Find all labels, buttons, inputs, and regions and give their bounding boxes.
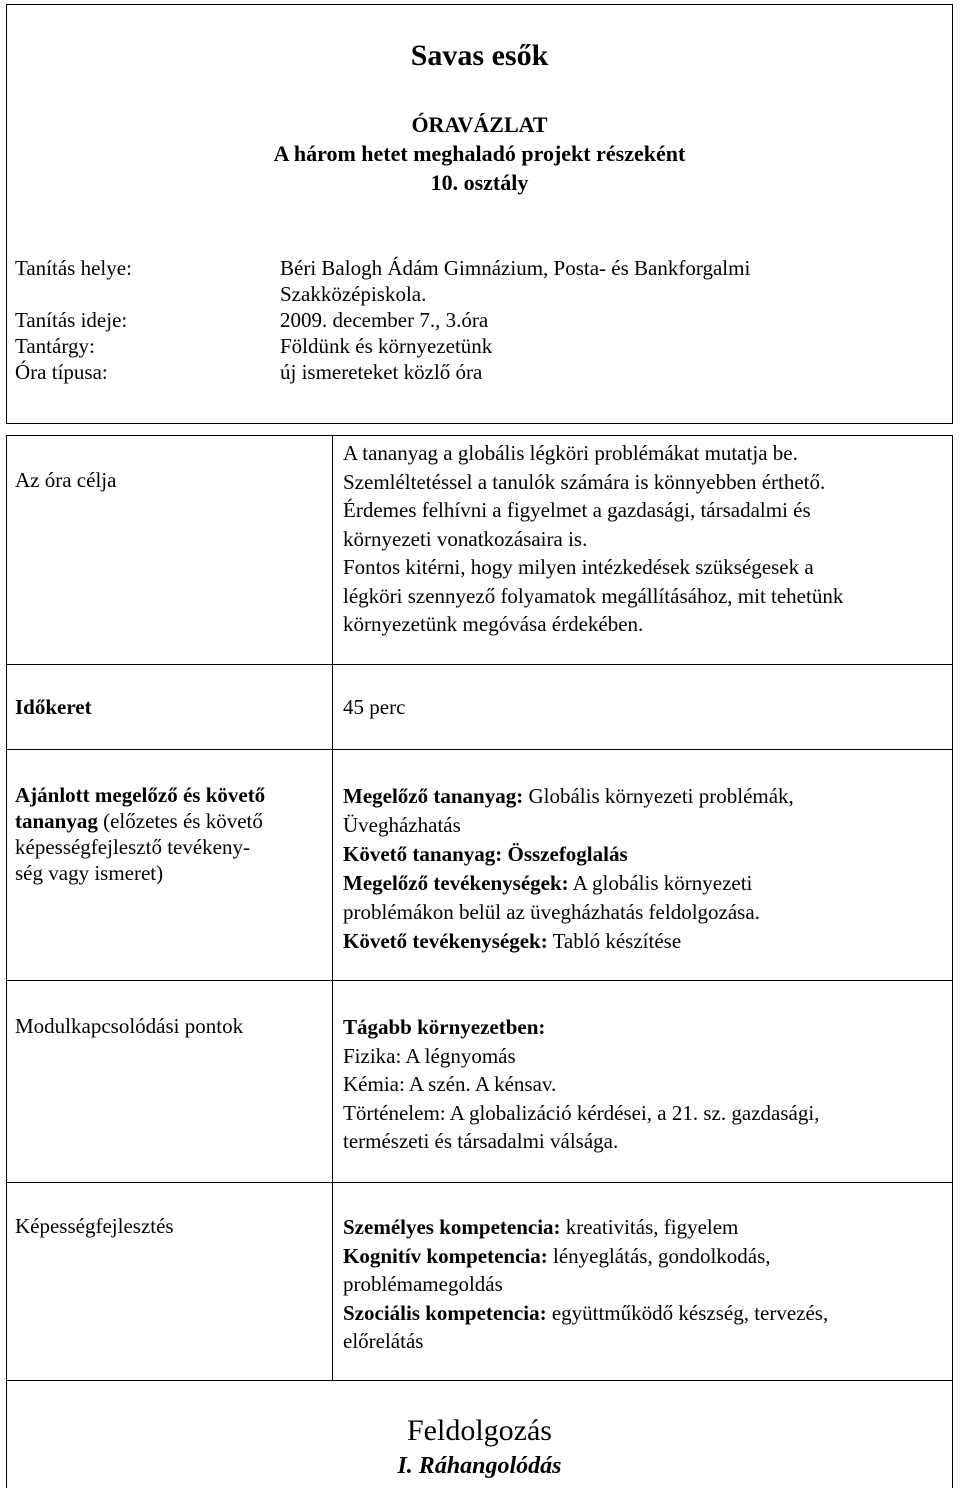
column-divider [332, 1183, 333, 1380]
label-ora-celja: Az óra célja [15, 468, 117, 492]
label-tanitas-ideje: Tanítás ideje: [15, 308, 128, 332]
value-ora-tipusa: új ismereteket közlő óra [280, 360, 483, 384]
ajanlott-label-line3: képességfejlesztő tevékeny- [15, 835, 250, 859]
column-divider [332, 436, 333, 664]
ajanlott-label-line2: (előzetes és követő [97, 809, 263, 833]
cel-line: környezeti vonatkozásaira is. [343, 526, 588, 551]
document-title: Savas esők [410, 39, 549, 72]
szocialis-kompetencia-label: Szociális kompetencia: [343, 1300, 547, 1325]
section-feldolgozas [6, 1380, 953, 1488]
megelozo-tananyag-value2: Üvegházhatás [343, 813, 461, 837]
label-kepessegfejlesztes: Képességfejlesztés [15, 1214, 174, 1238]
section-idokeret [6, 664, 953, 750]
column-divider [332, 665, 333, 749]
megelozo-tevekenysegek-value: A globális környezeti [568, 871, 753, 895]
subtitle-project: A három hetet meghaladó projekt részeként [273, 141, 686, 166]
koveto-tananyag: Követő tananyag: Összefoglalás [343, 842, 628, 866]
megelozo-tevekenysegek-label: Megelőző tevékenységek: [343, 871, 569, 895]
kognitiv-kompetencia-value: lényeglátás, gondolkodás, [547, 1243, 771, 1268]
megelozo-tananyag-value: Globális környezeti problémák, [523, 784, 794, 808]
kognitiv-kompetencia-label: Kognitív kompetencia: [343, 1243, 548, 1268]
modul-line: Kémia: A szén. A kénsav. [343, 1072, 557, 1096]
modul-line: természeti és társadalmi válsága. [343, 1129, 619, 1153]
ajanlott-label-line1: Ajánlott megelőző és követő [15, 783, 266, 807]
kognitiv-kompetencia-value2: problémamegoldás [343, 1272, 503, 1296]
cel-line: A tananyag a globális légköri problémákat mutatja be. [343, 441, 798, 465]
cel-line: Érdemes felhívni a figyelmet a gazdasági, társadalmi és [343, 498, 811, 522]
ora-celja-text [343, 439, 943, 639]
label-modulkapcsolodasi-pontok: Modulkapcsolódási pontok [15, 1014, 244, 1038]
section-ora-celja [6, 435, 953, 665]
label-ora-tipusa: Óra típusa: [15, 360, 108, 384]
subtitle-oravazlat: ÓRAVÁZLAT [411, 112, 548, 137]
header-box [6, 4, 953, 424]
cel-line: légköri szennyező folyamatok megállításához, mit tehetünk [343, 583, 844, 608]
ajanlott-label-tananyag: tananyag [15, 809, 98, 833]
label-idokeret: Időkeret [15, 695, 92, 719]
value-tanitas-ideje: 2009. december 7., 3.óra [280, 308, 489, 332]
feldolgozas-title: Feldolgozás [407, 1414, 552, 1447]
kepesseg-content [343, 1213, 943, 1356]
modul-line: Fizika: A légnyomás [343, 1043, 516, 1068]
subtitle-class: 10. osztály [430, 170, 529, 195]
section-ajanlott [6, 749, 953, 981]
label-tantargy: Tantárgy: [15, 334, 95, 358]
cel-line: Szemléltetéssel a tanulók számára is könnyebben érthető. [343, 469, 826, 494]
ajanlott-content [343, 782, 943, 956]
section-kepessegfejlesztes [6, 1182, 953, 1381]
value-tanitas-helye-2: Szakközépiskola. [280, 282, 427, 306]
szocialis-kompetencia-value2: előrelátás [343, 1329, 424, 1353]
megelozo-tevekenysegek-value2: problémákon belül az üvegházhatás feldolgozása. [343, 900, 760, 924]
modul-content [343, 1013, 943, 1156]
ajanlott-label [15, 782, 325, 886]
koveto-tevekenysegek-value: Tabló készítése [547, 929, 682, 953]
section-modulkapcsolodas [6, 980, 953, 1183]
feldolgozas-subtitle: I. Ráhangolódás [397, 1453, 562, 1479]
value-tanitas-helye-1: Béri Balogh Ádám Gimnázium, Posta- és Bankforgalmi [280, 256, 751, 280]
szemelyes-kompetencia-value: kreativitás, figyelem [560, 1215, 739, 1239]
column-divider [332, 981, 333, 1182]
koveto-tevekenysegek-label: Követő tevékenységek: [343, 929, 548, 953]
cel-line: környezetünk megóvása érdekében. [343, 612, 644, 636]
value-tantargy: Földünk és környezetünk [280, 334, 493, 358]
modul-line: Történelem: A globalizáció kérdései, a 21. sz. gazdasági, [343, 1100, 820, 1125]
label-tanitas-helye: Tanítás helye: [15, 256, 132, 280]
ajanlott-label-line4: ség vagy ismeret) [15, 861, 164, 885]
column-divider [332, 750, 333, 980]
szocialis-kompetencia-value: együttműködő készség, tervezés, [546, 1300, 829, 1325]
modul-heading: Tágabb környezetben: [343, 1015, 546, 1039]
megelozo-tananyag-label: Megelőző tananyag: [343, 784, 524, 808]
value-idokeret: 45 perc [343, 695, 406, 719]
szemelyes-kompetencia-label: Személyes kompetencia: [343, 1215, 561, 1239]
cel-line: Fontos kitérni, hogy milyen intézkedések szükségesek a [343, 555, 814, 579]
